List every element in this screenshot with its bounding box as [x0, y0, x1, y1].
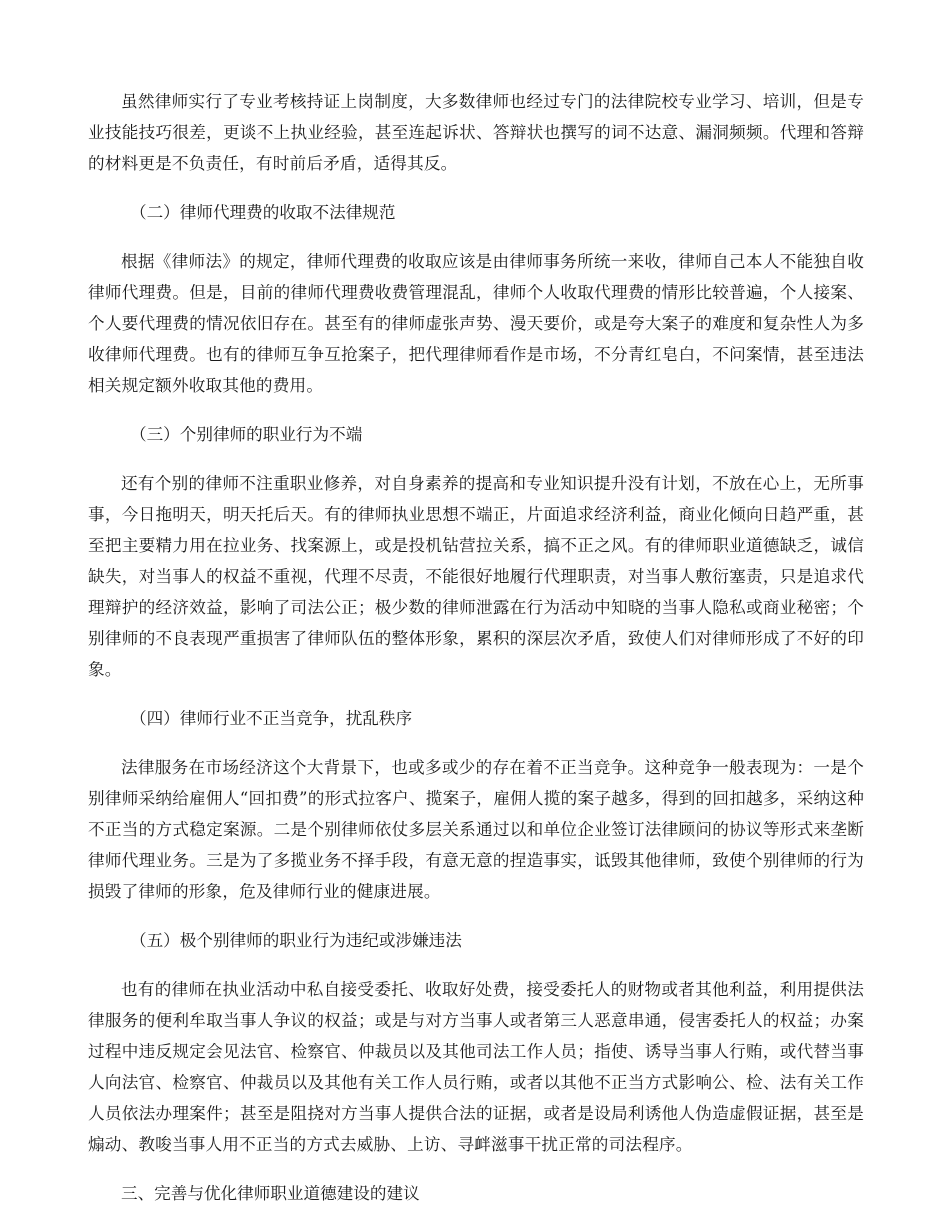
heading-misconduct: （三）个别律师的职业行为不端 — [130, 425, 363, 444]
heading-unfair-competition: （四）律师行业不正当竞争，扰乱秩序 — [130, 709, 413, 728]
heading-fee-collection: （二）律师代理费的收取不法律规范 — [130, 203, 396, 222]
paragraph-fee-collection: 根据《律师法》的规定，律师代理费的收取应该是由律师事务所统一来收，律师自己本人不能独自收律师代理费。但是，目前的律师代理费收费管理混乱，律师个人收取代理费的情形比较普遍，个人接案、个人要代理费的情况依旧存在。甚至有的律师虚张声势、漫天要价，或是夸大案子的难度和复杂性人为多收律师代理费。也有的律师互争互抢案子，把代理律师看作是市场，不分青红皂白，不问案情，甚至违法相关规定额外收取其他的费用。 — [88, 252, 864, 395]
heading-violations: （五）极个别律师的职业行为违纪或涉嫌违法 — [130, 931, 462, 950]
paragraph-unfair-competition: 法律服务在市场经济这个大背景下，也或多或少的存在着不正当竞争。这种竞争一般表现为：一是个别律师采纳给雇佣人“回扣费”的形式拉客户、揽案子，雇佣人揽的案子越多，得到的回扣越多，采纳这种不正当的方式稳定案源。二是个别律师依仗多层关系通过以和单位企业签订法律顾问的协议等形式来垄断律师代理业务。三是为了多揽业务不择手段，有意无意的捏造事实，诋毁其他律师，致使个别律师的行为损毁了律师的形象，危及律师行业的健康进展。 — [88, 758, 864, 901]
paragraph-violations: 也有的律师在执业活动中私自接受委托、收取好处费，接受委托人的财物或者其他利益，利用提供法律服务的便利牟取当事人争议的权益；或是与对方当事人或者第三人恶意串通，侵害委托人的权益；办案过程中违反规定会见法官、检察官、仲裁员以及其他司法工作人员；指使、诱导当事人行贿，或代替当事人向法官、检察官、仲裁员以及其他有关工作人员行贿，或者以其他不正当方式影响公、检、法有关工作人员依法办理案件；甚至是阻挠对方当事人提供合法的证据，或者是设局利诱他人伪造虚假证据，甚至是煽动、教唆当事人用不正当的方式去威胁、上访、寻衅滋事干扰正常的司法程序。 — [88, 980, 864, 1154]
document-body — [88, 86, 864, 1209]
paragraph-misconduct: 还有个别的律师不注重职业修养，对自身素养的提高和专业知识提升没有计划，不放在心上，无所事事，今日拖明天，明天托后天。有的律师执业思想不端正，片面追求经济利益，商业化倾向日趋严重，甚至把主要精力用在拉业务、找案源上，或是投机钻营拉关系，搞不正之风。有的律师职业道德缺乏，诚信缺失，对当事人的权益不重视，代理不尽责，不能很好地履行代理职责，对当事人敷衍塞责，只是追求代理辩护的经济效益，影响了司法公正；极少数的律师泄露在行为活动中知晓的当事人隐私或商业秘密；个别律师的不良表现严重损害了律师队伍的整体形象，累积的深层次矛盾，致使人们对律师形成了不好的印象。 — [88, 474, 864, 679]
paragraph-skills: 虽然律师实行了专业考核持证上岗制度，大多数律师也经过专门的法律院校专业学习、培训，但是专业技能技巧很差，更谈不上执业经验，甚至连起诉状、答辩状也撰写的词不达意、漏洞频频。代理和答辩的材料更是不负责任，有时前后矛盾，适得其反。 — [88, 92, 864, 173]
section-title-recommendations: 三、完善与优化律师职业道德建设的建议 — [121, 1184, 420, 1203]
